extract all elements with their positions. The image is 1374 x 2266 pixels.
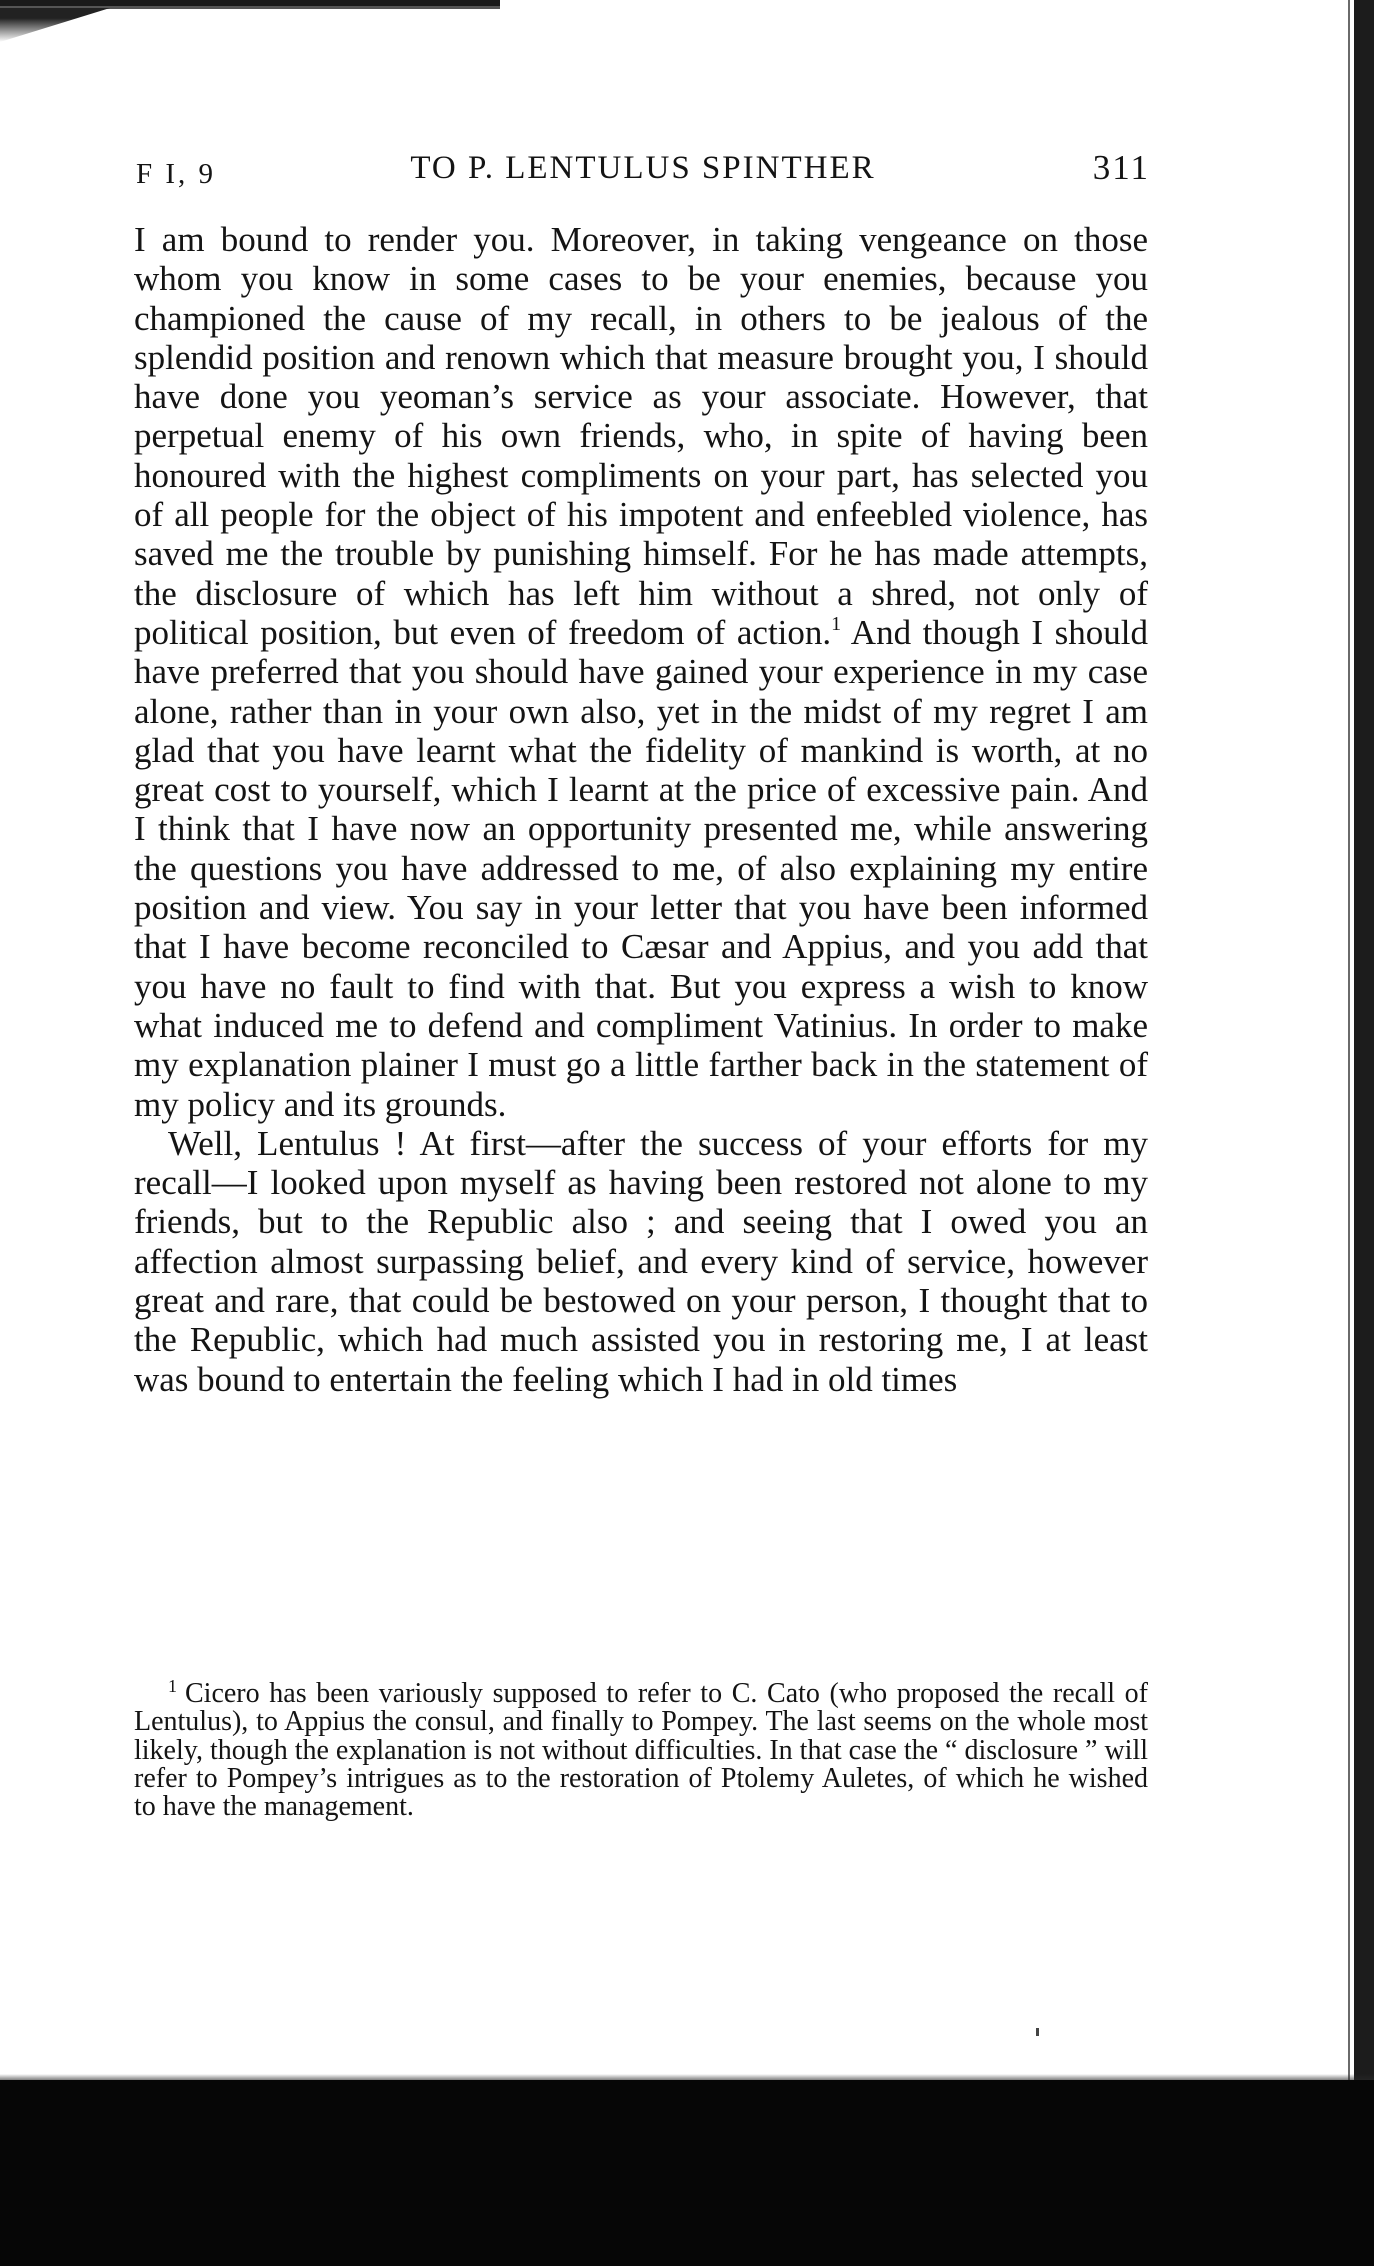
paragraph-1-part-1: I am bound to render you. Moreover, in taking vengeance on those whom you know in some cases to be your enemies, because you championed the cause of my recall, in others to be jealous of the splendid position and renown which that measure brought you, I should have done you yeoman’s service as your associate. However, that perpetual enemy of his own friends, who, in spite of having been honoured with the highest compliments on your part, has selected you of all people for the object of his impotent and enfeebled violence, has saved me the trouble by punishing himself. For he has made attempts, the disclosure of which has left him without a shred, not only of political position, but even of freedom of action. xyxy=(134,220,1148,652)
running-head xyxy=(136,146,1150,196)
paragraph-2-text: Well, Lentulus ! At first—after the success of your efforts for my recall—I looked upon myself as having been restored not alone to my friends, but to the Republic also ; and seeing that I owed you an affection almost surpassing belief, and every kind of service, however great and rare, that could be bestowed on your person, I thought that to the Republic, which had much assisted you in restoring me, I at least was bound to entertain the feeling which I had in old times xyxy=(134,1123,1148,1399)
right-scan-edge xyxy=(1354,0,1374,2080)
paragraph-2 xyxy=(134,1124,1148,1399)
body-text xyxy=(134,220,1148,1399)
footnote-text: Cicero has been variously supposed to refer to C. Cato (who proposed the recall of Lentulus), to Appius the consul, and finally to Pompey. The last seems on the whole most likely, though the explanation is not without difficulties. In that case the “ disclosure ” will refer to Pompey’s intrigues as to the restoration of Ptolemy Auletes, of which he wished to have the management. xyxy=(134,1678,1149,1823)
paragraph-1-part-2: And though I should have preferred that you should have gained your experience in my case alone, rather than in your own also, yet in the midst of my regret I am glad that you have learnt what the fidelity of mankind is worth, at no great cost to yourself, which I learnt at the price of excessive pain. And I think that I have now an opportunity presented me, while answering the questions you have addressed to me, of also explaining my entire position and view. You say in your letter that you have been informed that I have become reconciled to Cæsar and Appius, and you add that you have no fault to find with that. But you express a wish to know what induced me to defend and compliment Vatinius. In order to make my explanation plainer I must go a little farther back in the statement of my policy and its grounds. xyxy=(134,612,1148,1124)
signature-mark: F I, 9 xyxy=(136,158,217,190)
page-number: 311 xyxy=(1092,148,1150,187)
footnote-marker: 1 xyxy=(168,1676,177,1696)
right-scan-edge-line xyxy=(1348,0,1350,2080)
scan-speck xyxy=(1036,2028,1039,2036)
footnote-ref: 1 xyxy=(831,612,842,635)
footnote-1 xyxy=(134,1676,1149,1823)
bottom-scan-border xyxy=(0,2080,1374,2266)
paragraph-1 xyxy=(134,220,1148,1124)
top-scan-edge-shadow xyxy=(0,8,110,42)
running-title: TO P. LENTULUS SPINTHER xyxy=(410,150,876,186)
footnotes xyxy=(134,1676,1149,1823)
